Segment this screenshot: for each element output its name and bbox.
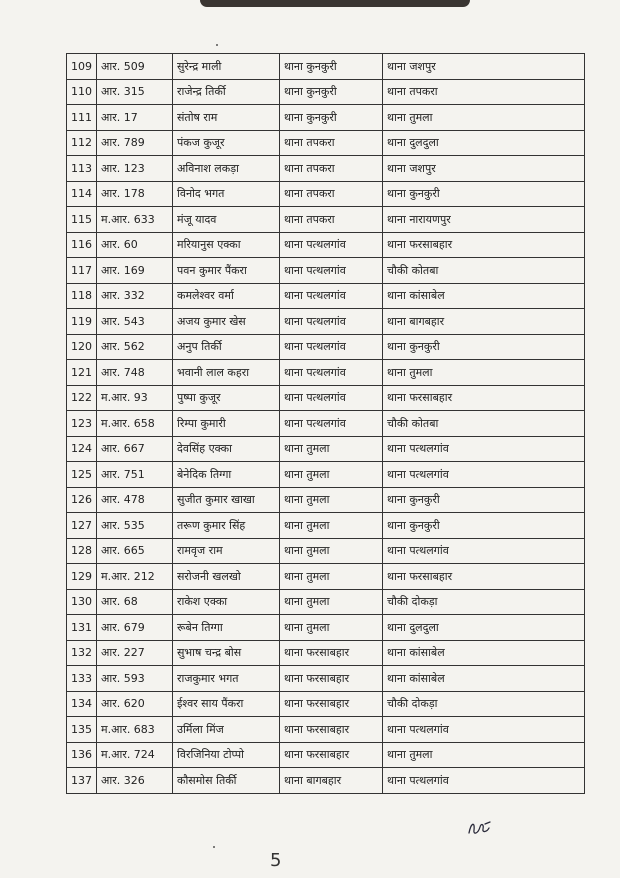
serial-number-cell: 137 (67, 768, 97, 794)
serial-number-cell: 124 (67, 436, 97, 462)
from-station-cell: थाना पत्थलगांव (280, 334, 383, 360)
serial-number-cell: 116 (67, 232, 97, 258)
employee-name-cell: रूबेन तिग्गा (173, 615, 280, 641)
rank-number-cell: म.आर. 93 (97, 385, 173, 411)
table-row (67, 181, 585, 207)
serial-number-cell: 136 (67, 742, 97, 768)
serial-number-cell: 115 (67, 207, 97, 233)
rank-number-cell: आर. 326 (97, 768, 173, 794)
rank-number-cell: आर. 123 (97, 156, 173, 182)
from-station-cell: थाना तपकरा (280, 130, 383, 156)
table-row (67, 411, 585, 437)
rank-number-cell: म.आर. 683 (97, 717, 173, 743)
employee-name-cell: रामवृज राम (173, 538, 280, 564)
table-row (67, 283, 585, 309)
serial-number-cell: 126 (67, 487, 97, 513)
table-row (67, 640, 585, 666)
rank-number-cell: म.आर. 658 (97, 411, 173, 437)
table-row (67, 666, 585, 692)
employee-name-cell: मंजू यादव (173, 207, 280, 233)
table-row (67, 54, 585, 80)
rank-number-cell: आर. 68 (97, 589, 173, 615)
table-row (67, 334, 585, 360)
rank-number-cell: आर. 535 (97, 513, 173, 539)
table-row (67, 79, 585, 105)
employee-name-cell: सुभाष चन्द्र बोस (173, 640, 280, 666)
to-station-cell: चौकी दोकड़ा (383, 691, 585, 717)
serial-number-cell: 123 (67, 411, 97, 437)
serial-number-cell: 121 (67, 360, 97, 386)
from-station-cell: थाना तुमला (280, 462, 383, 488)
rank-number-cell: आर. 620 (97, 691, 173, 717)
from-station-cell: थाना पत्थलगांव (280, 232, 383, 258)
employee-name-cell: अनुप तिर्की (173, 334, 280, 360)
serial-number-cell: 119 (67, 309, 97, 335)
employee-name-cell: कमलेश्वर वर्मा (173, 283, 280, 309)
serial-number-cell: 120 (67, 334, 97, 360)
rank-number-cell: आर. 665 (97, 538, 173, 564)
to-station-cell: थाना कुनकुरी (383, 181, 585, 207)
to-station-cell: थाना दुलदुला (383, 130, 585, 156)
from-station-cell: थाना पत्थलगांव (280, 283, 383, 309)
employee-name-cell: रिम्पा कुमारी (173, 411, 280, 437)
table-row (67, 105, 585, 131)
from-station-cell: थाना कुनकुरी (280, 79, 383, 105)
to-station-cell: चौकी दोकड़ा (383, 589, 585, 615)
to-station-cell: थाना कांसाबेल (383, 283, 585, 309)
serial-number-cell: 128 (67, 538, 97, 564)
rank-number-cell: आर. 509 (97, 54, 173, 80)
from-station-cell: थाना तुमला (280, 487, 383, 513)
rank-number-cell: आर. 178 (97, 181, 173, 207)
employee-name-cell: देवसिंह एक्का (173, 436, 280, 462)
serial-number-cell: 114 (67, 181, 97, 207)
serial-number-cell: 130 (67, 589, 97, 615)
to-station-cell: थाना पत्थलगांव (383, 538, 585, 564)
table-row (67, 768, 585, 794)
to-station-cell: थाना पत्थलगांव (383, 462, 585, 488)
serial-number-cell: 111 (67, 105, 97, 131)
employee-name-cell: राकेश एक्का (173, 589, 280, 615)
transfer-table-body (67, 54, 585, 794)
rank-number-cell: आर. 679 (97, 615, 173, 641)
to-station-cell: थाना तुमला (383, 105, 585, 131)
to-station-cell: थाना कांसाबेल (383, 666, 585, 692)
table-row (67, 564, 585, 590)
rank-number-cell: आर. 789 (97, 130, 173, 156)
rank-number-cell: आर. 751 (97, 462, 173, 488)
transfer-table (66, 53, 585, 794)
from-station-cell: थाना फरसाबहार (280, 640, 383, 666)
to-station-cell: थाना बागबहार (383, 309, 585, 335)
rank-number-cell: आर. 562 (97, 334, 173, 360)
serial-number-cell: 131 (67, 615, 97, 641)
employee-name-cell: कौसमोस तिर्की (173, 768, 280, 794)
from-station-cell: थाना तपकरा (280, 207, 383, 233)
table-row (67, 538, 585, 564)
table-row (67, 385, 585, 411)
to-station-cell: थाना नारायणपुर (383, 207, 585, 233)
employee-name-cell: सरोजनी खलखो (173, 564, 280, 590)
table-row (67, 513, 585, 539)
table-row (67, 691, 585, 717)
employee-name-cell: मरियानुस एक्का (173, 232, 280, 258)
serial-number-cell: 117 (67, 258, 97, 284)
employee-name-cell: तरूण कुमार सिंह (173, 513, 280, 539)
from-station-cell: थाना फरसाबहार (280, 717, 383, 743)
from-station-cell: थाना कुनकुरी (280, 54, 383, 80)
from-station-cell: थाना तुमला (280, 615, 383, 641)
employee-name-cell: विनोद भगत (173, 181, 280, 207)
employee-name-cell: बेनेदिक तिग्गा (173, 462, 280, 488)
table-row (67, 462, 585, 488)
signature-icon (466, 818, 500, 838)
rank-number-cell: आर. 315 (97, 79, 173, 105)
rank-number-cell: आर. 227 (97, 640, 173, 666)
employee-name-cell: सुजीत कुमार खाखा (173, 487, 280, 513)
from-station-cell: थाना पत्थलगांव (280, 258, 383, 284)
table-row (67, 589, 585, 615)
table-row (67, 436, 585, 462)
serial-number-cell: 110 (67, 79, 97, 105)
to-station-cell: थाना पत्थलगांव (383, 717, 585, 743)
serial-number-cell: 118 (67, 283, 97, 309)
table-row (67, 360, 585, 386)
rank-number-cell: आर. 667 (97, 436, 173, 462)
rank-number-cell: आर. 478 (97, 487, 173, 513)
employee-name-cell: पवन कुमार पैंकरा (173, 258, 280, 284)
speck (213, 846, 215, 848)
from-station-cell: थाना पत्थलगांव (280, 411, 383, 437)
employee-name-cell: उर्मिला मिंज (173, 717, 280, 743)
rank-number-cell: आर. 17 (97, 105, 173, 131)
table-row (67, 487, 585, 513)
page-number: 5 (270, 850, 282, 871)
rank-number-cell: म.आर. 212 (97, 564, 173, 590)
rank-number-cell: आर. 332 (97, 283, 173, 309)
scan-edge-shadow (200, 0, 470, 7)
to-station-cell: थाना कुनकुरी (383, 487, 585, 513)
from-station-cell: थाना पत्थलगांव (280, 360, 383, 386)
to-station-cell: थाना पत्थलगांव (383, 768, 585, 794)
table-row (67, 717, 585, 743)
table-row (67, 615, 585, 641)
serial-number-cell: 122 (67, 385, 97, 411)
from-station-cell: थाना कुनकुरी (280, 105, 383, 131)
rank-number-cell: म.आर. 633 (97, 207, 173, 233)
to-station-cell: थाना फरसाबहार (383, 385, 585, 411)
employee-name-cell: विरजिनिया टोप्पो (173, 742, 280, 768)
employee-name-cell: सुरेन्द्र माली (173, 54, 280, 80)
table-row (67, 156, 585, 182)
table-row (67, 130, 585, 156)
rank-number-cell: आर. 593 (97, 666, 173, 692)
to-station-cell: थाना कांसाबेल (383, 640, 585, 666)
serial-number-cell: 132 (67, 640, 97, 666)
to-station-cell: चौकी कोतबा (383, 258, 585, 284)
employee-name-cell: संतोष राम (173, 105, 280, 131)
to-station-cell: थाना जशपुर (383, 156, 585, 182)
to-station-cell: थाना पत्थलगांव (383, 436, 585, 462)
serial-number-cell: 133 (67, 666, 97, 692)
table-row (67, 258, 585, 284)
serial-number-cell: 127 (67, 513, 97, 539)
from-station-cell: थाना बागबहार (280, 768, 383, 794)
from-station-cell: थाना तपकरा (280, 156, 383, 182)
to-station-cell: थाना कुनकुरी (383, 334, 585, 360)
employee-name-cell: अविनाश लकड़ा (173, 156, 280, 182)
rank-number-cell: आर. 169 (97, 258, 173, 284)
to-station-cell: चौकी कोतबा (383, 411, 585, 437)
from-station-cell: थाना तपकरा (280, 181, 383, 207)
employee-name-cell: पुष्पा कुजूर (173, 385, 280, 411)
from-station-cell: थाना तुमला (280, 589, 383, 615)
serial-number-cell: 129 (67, 564, 97, 590)
rank-number-cell: आर. 543 (97, 309, 173, 335)
to-station-cell: थाना तपकरा (383, 79, 585, 105)
from-station-cell: थाना पत्थलगांव (280, 309, 383, 335)
to-station-cell: थाना तुमला (383, 360, 585, 386)
to-station-cell: थाना तुमला (383, 742, 585, 768)
to-station-cell: थाना कुनकुरी (383, 513, 585, 539)
employee-name-cell: राजकुमार भगत (173, 666, 280, 692)
speck (216, 44, 218, 46)
rank-number-cell: म.आर. 724 (97, 742, 173, 768)
from-station-cell: थाना तुमला (280, 538, 383, 564)
to-station-cell: थाना जशपुर (383, 54, 585, 80)
from-station-cell: थाना तुमला (280, 436, 383, 462)
employee-name-cell: पंकज कुजूर (173, 130, 280, 156)
employee-name-cell: ईश्वर साय पैंकरा (173, 691, 280, 717)
to-station-cell: थाना दुलदुला (383, 615, 585, 641)
serial-number-cell: 125 (67, 462, 97, 488)
serial-number-cell: 109 (67, 54, 97, 80)
employee-name-cell: भवानी लाल कहरा (173, 360, 280, 386)
serial-number-cell: 113 (67, 156, 97, 182)
to-station-cell: थाना फरसाबहार (383, 564, 585, 590)
table-row (67, 232, 585, 258)
from-station-cell: थाना फरसाबहार (280, 742, 383, 768)
from-station-cell: थाना फरसाबहार (280, 666, 383, 692)
employee-name-cell: राजेन्द्र तिर्की (173, 79, 280, 105)
from-station-cell: थाना तुमला (280, 564, 383, 590)
table-row (67, 742, 585, 768)
serial-number-cell: 135 (67, 717, 97, 743)
from-station-cell: थाना तुमला (280, 513, 383, 539)
employee-name-cell: अजय कुमार खेस (173, 309, 280, 335)
rank-number-cell: आर. 748 (97, 360, 173, 386)
rank-number-cell: आर. 60 (97, 232, 173, 258)
to-station-cell: थाना फरसाबहार (383, 232, 585, 258)
serial-number-cell: 112 (67, 130, 97, 156)
table-row (67, 309, 585, 335)
from-station-cell: थाना पत्थलगांव (280, 385, 383, 411)
from-station-cell: थाना फरसाबहार (280, 691, 383, 717)
serial-number-cell: 134 (67, 691, 97, 717)
table-row (67, 207, 585, 233)
